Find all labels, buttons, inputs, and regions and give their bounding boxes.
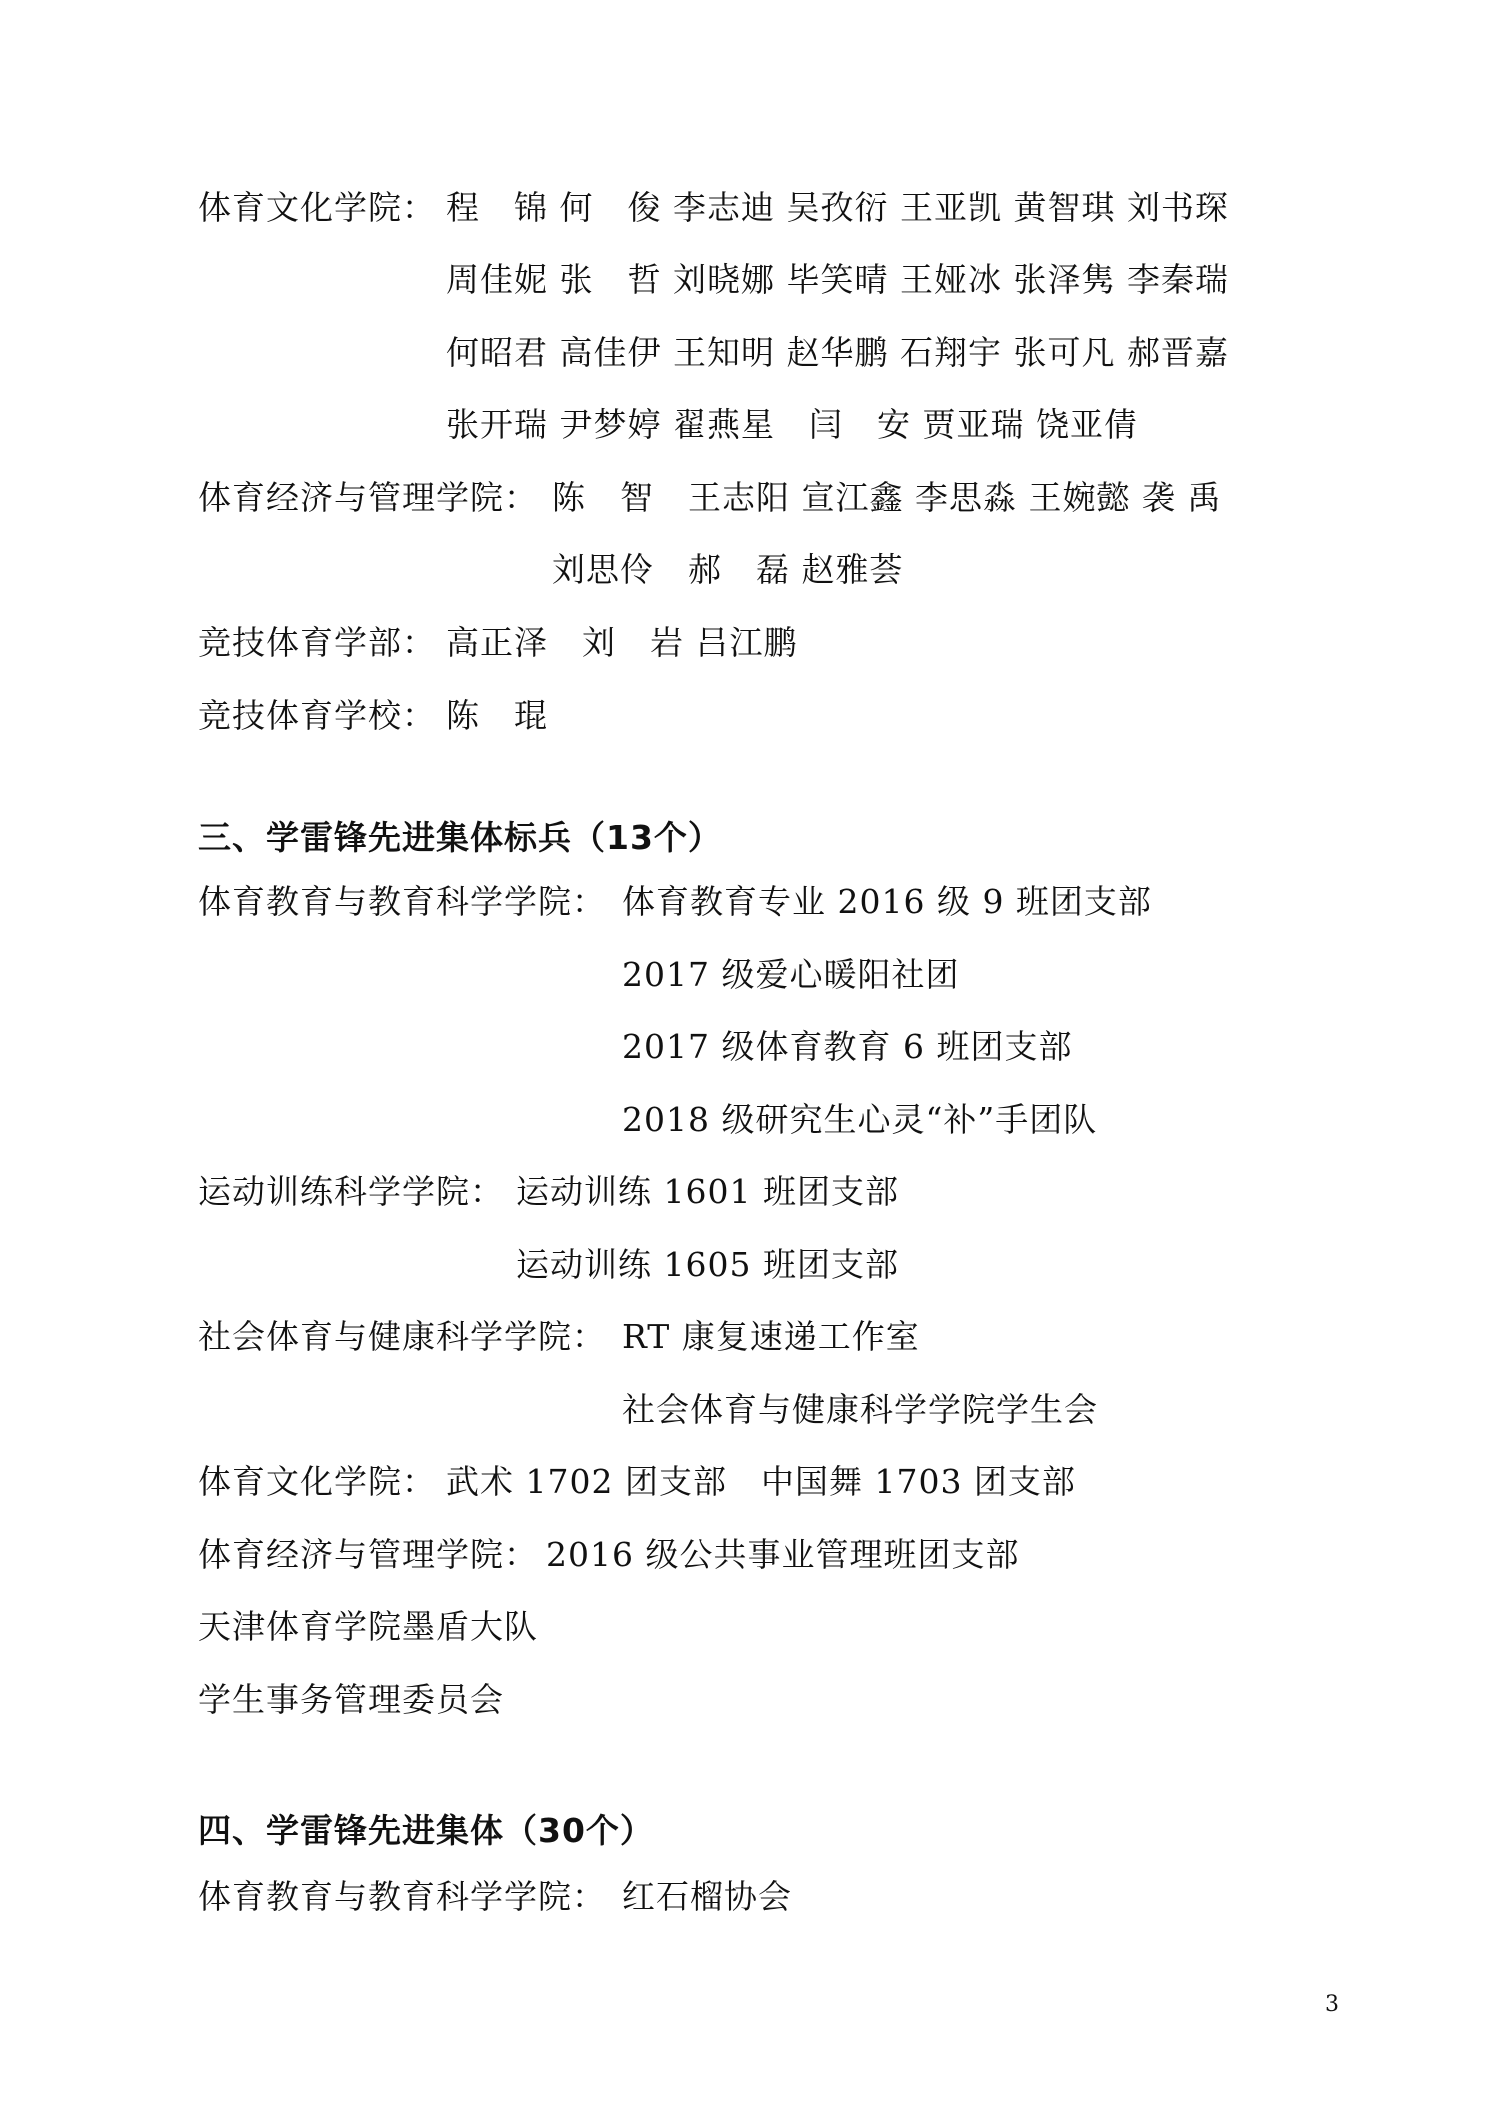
competitive-school-names: 陈 琨 <box>446 696 548 735</box>
s3-education-row-1: 体育教育专业 2016 级 9 班团支部 <box>622 882 1152 921</box>
s3-training-row-1: 运动训练 1601 班团支部 <box>516 1172 899 1211</box>
economics-names-row-1: 陈 智 王志阳 宣江鑫 李思淼 王婉懿 袭 禹 <box>552 478 1222 517</box>
s3-standalone-2: 学生事务管理委员会 <box>198 1680 504 1719</box>
culture-names-row-2: 周佳妮 张 哲 刘晓娜 毕笑晴 王娅冰 张泽隽 李秦瑞 <box>446 260 1229 299</box>
s3-training-row-2: 运动训练 1605 班团支部 <box>516 1245 899 1284</box>
s3-economics-label: 体育经济与管理学院： <box>198 1535 538 1574</box>
s3-social-row-1: RT 康复速递工作室 <box>622 1317 920 1356</box>
s4-education-label: 体育教育与教育科学学院： <box>198 1877 606 1916</box>
competitive-dept-names: 高正泽 刘 岩 吕江鹏 <box>446 623 798 662</box>
section3-heading: 三、学雷锋先进集体标兵（13个） <box>198 818 722 857</box>
culture-names-row-1: 程 锦 何 俊 李志迪 吴孜衍 王亚凯 黄智琪 刘书琛 <box>446 188 1229 227</box>
s3-culture-row: 武术 1702 团支部 中国舞 1703 团支部 <box>446 1462 1076 1501</box>
s4-education-row: 红石榴协会 <box>622 1877 792 1916</box>
s3-social-label: 社会体育与健康科学学院： <box>198 1317 606 1356</box>
section4-heading: 四、学雷锋先进集体（30个） <box>198 1811 654 1850</box>
culture-label: 体育文化学院： <box>198 188 436 227</box>
page-number: 3 <box>1325 1992 1339 2017</box>
competitive-school-label: 竞技体育学校： <box>198 696 436 735</box>
s3-standalone-1: 天津体育学院墨盾大队 <box>198 1607 538 1646</box>
economics-names-row-2: 刘思伶 郝 磊 赵雅荟 <box>552 550 904 589</box>
s3-social-row-2: 社会体育与健康科学学院学生会 <box>622 1390 1098 1429</box>
economics-label: 体育经济与管理学院： <box>198 478 538 517</box>
culture-names-row-3: 何昭君 高佳伊 王知明 赵华鹏 石翔宇 张可凡 郝晋嘉 <box>446 333 1229 372</box>
culture-names-row-4: 张开瑞 尹梦婷 翟燕星 闫 安 贾亚瑞 饶亚倩 <box>446 405 1138 444</box>
s3-education-row-3: 2017 级体育教育 6 班团支部 <box>622 1027 1073 1066</box>
s3-economics-row: 2016 级公共事业管理班团支部 <box>546 1535 1020 1574</box>
competitive-dept-label: 竞技体育学部： <box>198 623 436 662</box>
s3-education-row-4: 2018 级研究生心灵“补”手团队 <box>622 1100 1098 1139</box>
s3-education-label: 体育教育与教育科学学院： <box>198 882 606 921</box>
s3-education-row-2: 2017 级爱心暖阳社团 <box>622 955 960 994</box>
s3-training-label: 运动训练科学学院： <box>198 1172 504 1211</box>
s3-culture-label: 体育文化学院： <box>198 1462 436 1501</box>
